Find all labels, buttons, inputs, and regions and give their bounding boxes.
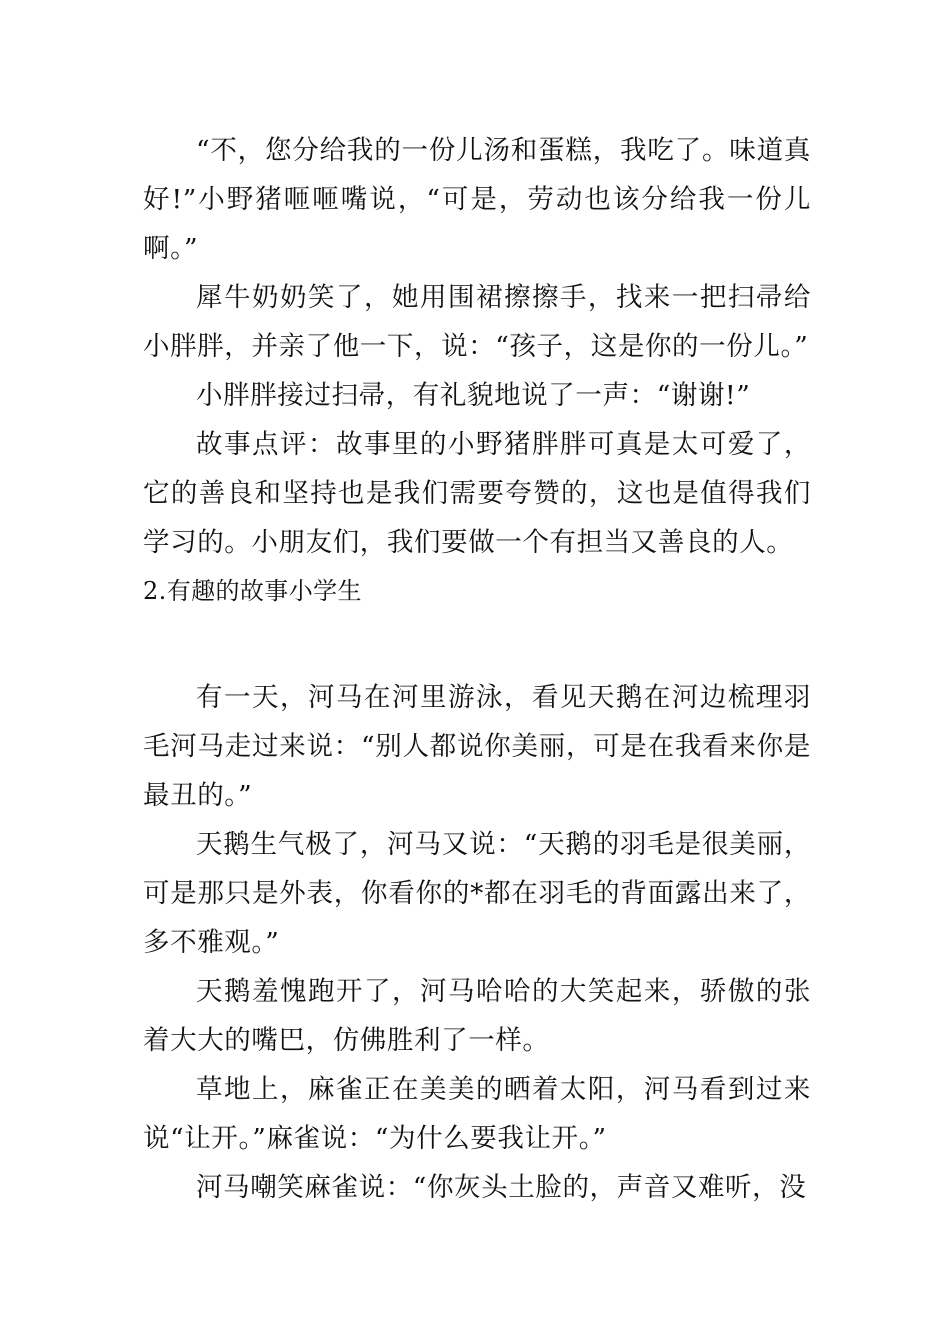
paragraph: 犀牛奶奶笑了，她用围裙擦擦手，找来一把扫帚给小胖胖，并亲了他一下，说：“孩子，这是你的一份儿。” xyxy=(143,282,811,362)
paragraph: “不，您分给我的一份儿汤和蛋糕，我吃了。味道真好!”小野猪咂咂嘴说，“可是，劳动也该分给我一份儿啊。” xyxy=(143,135,811,264)
spacer xyxy=(143,616,811,673)
document-page xyxy=(143,126,811,1212)
paragraph: 小胖胖接过扫帚，有礼貌地说了一声：“谢谢!” xyxy=(196,380,751,411)
paragraph: 有一天，河马在河里游泳，看见天鹅在河边梳理羽毛河马走过来说：“别人都说你美丽，可是在我看来你是最丑的。” xyxy=(143,682,811,811)
section-heading: 2.有趣的故事小学生 xyxy=(143,577,362,605)
paragraph: 草地上，麻雀正在美美的晒着太阳，河马看到过来说“让开。”麻雀说：“为什么要我让开。” xyxy=(143,1074,811,1154)
paragraph: 故事点评：故事里的小野猪胖胖可真是太可爱了，它的善良和坚持也是我们需要夸赞的，这也是值得我们学习的。小朋友们，我们要做一个有担当又善良的人。 xyxy=(143,429,811,558)
paragraph: 天鹅羞愧跑开了，河马哈哈的大笑起来，骄傲的张着大大的嘴巴，仿佛胜利了一样。 xyxy=(143,976,811,1056)
paragraph: 河马嘲笑麻雀说：“你灰头土脸的，声音又难听，没 xyxy=(196,1172,807,1203)
paragraph: 天鹅生气极了，河马又说：“天鹅的羽毛是很美丽，可是那只是外表，你看你的*都在羽毛的背面露出来了，多不雅观。” xyxy=(143,829,811,958)
